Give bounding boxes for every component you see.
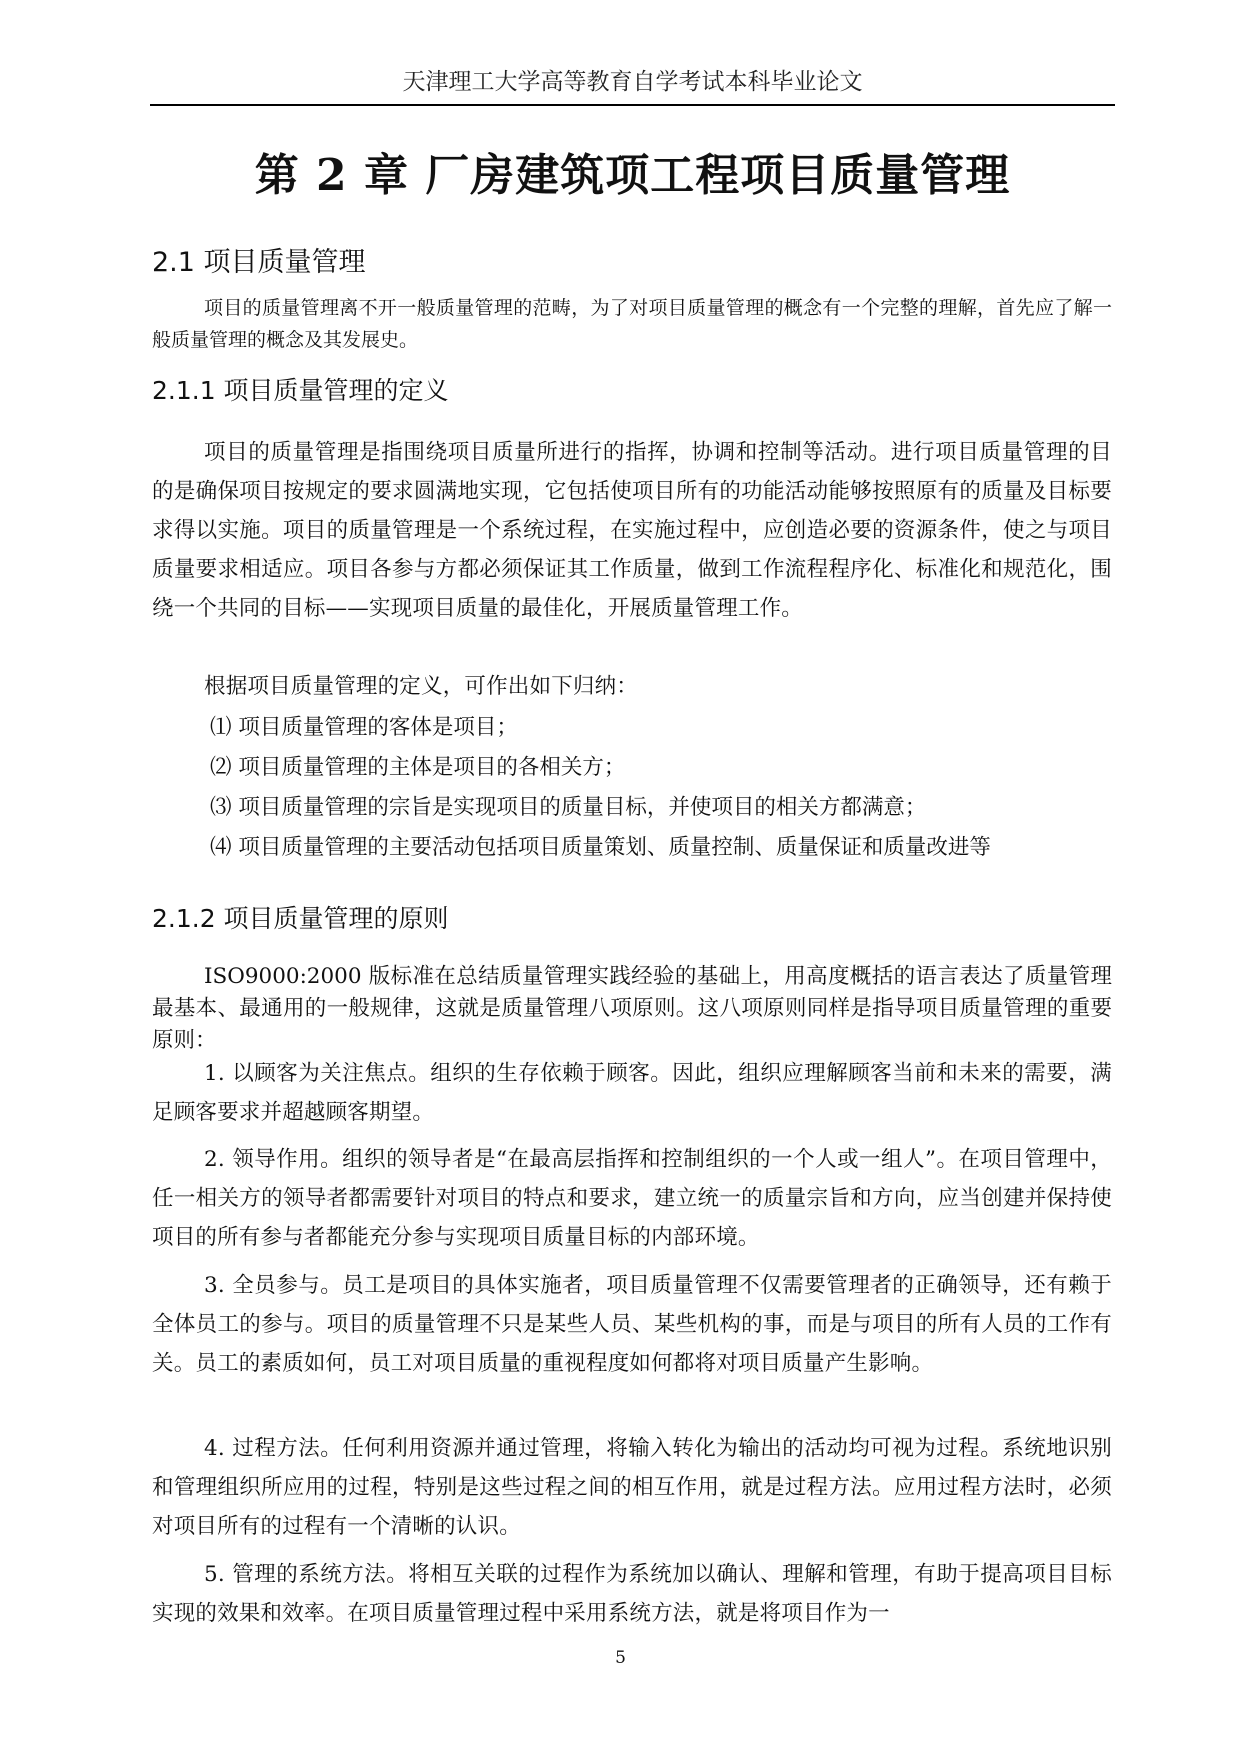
section-heading-2-1: 2.1 项目质量管理 <box>152 247 366 278</box>
definition-paragraph: 项目的质量管理是指围绕项目质量所进行的指挥，协调和控制等活动。进行项目质量管理的目的是确保项目按规定的要求圆满地实现，它包括使项目所有的功能活动能够按照原有的质量及目标要求得以实施。项目的质量管理是一个系统过程，在实施过程中，应创造必要的资源条件，使之与项目质量要求相适应。项目各参与方都必须保证其工作质量，做到工作流程程序化、标准化和规范化，围绕一个共同的目标——实现项目质量的最佳化，开展质量管理工作。 <box>152 440 1112 621</box>
chapter-title: 第 2 章 厂房建筑项工程项目质量管理 <box>254 150 1011 201</box>
summary-item-4: ⑷ 项目质量管理的主要活动包括项目质量策划、质量控制、质量保证和质量改进等 <box>210 835 991 860</box>
section-heading-2-1-1: 2.1.1 项目质量管理的定义 <box>152 376 449 405</box>
header-rule <box>150 104 1115 106</box>
section-2-1-intro: 项目的质量管理离不开一般质量管理的范畴，为了对项目质量管理的概念有一个完整的理解，首先应了解一般质量管理的概念及其发展史。 <box>152 297 1112 351</box>
principle-3: 3. 全员参与。员工是项目的具体实施者，项目质量管理不仅需要管理者的正确领导，还有赖于全体员工的参与。项目的质量管理不只是某些人员、某些机构的事，而是与项目的所有人员的工作有关。员工的素质如何，员工对项目质量的重视程度如何都将对项目质量产生影响。 <box>152 1273 1112 1376</box>
principle-2: 2. 领导作用。组织的领导者是“在最高层指挥和控制组织的一个人或一组人”。在项目管理中，任一相关方的领导者都需要针对项目的特点和要求，建立统一的质量宗旨和方向，应当创建并保持使项目的所有参与者都能充分参与实现项目质量目标的内部环境。 <box>152 1147 1112 1250</box>
section-heading-2-1-2: 2.1.2 项目质量管理的原则 <box>152 904 449 933</box>
page-number: 5 <box>615 1648 626 1668</box>
principle-5: 5. 管理的系统方法。将相互关联的过程作为系统加以确认、理解和管理，有助于提高项目目标实现的效果和效率。在项目质量管理过程中采用系统方法，就是将项目作为一 <box>152 1562 1112 1626</box>
summary-item-3: ⑶ 项目质量管理的宗旨是实现项目的质量目标，并使项目的相关方都满意； <box>210 795 927 820</box>
principle-4: 4. 过程方法。任何利用资源并通过管理，将输入转化为输出的活动均可视为过程。系统地识别和管理组织所应用的过程，特别是这些过程之间的相互作用，就是过程方法。应用过程方法时，必须对项目所有的过程有一个清晰的认识。 <box>152 1436 1112 1539</box>
summary-item-1: ⑴ 项目质量管理的客体是项目； <box>210 715 518 740</box>
running-header: 天津理工大学高等教育自学考试本科毕业论文 <box>402 69 863 95</box>
summary-intro: 根据项目质量管理的定义，可作出如下归纳： <box>204 674 639 699</box>
principle-1: 1. 以顾客为关注焦点。组织的生存依赖于顾客。因此，组织应理解顾客当前和未来的需要，满足顾客要求并超越顾客期望。 <box>152 1061 1112 1125</box>
summary-item-2: ⑵ 项目质量管理的主体是项目的各相关方； <box>210 755 626 780</box>
principles-intro: ISO9000:2000 版标准在总结质量管理实践经验的基础上，用高度概括的语言表达了质量管理最基本、最通用的一般规律，这就是质量管理八项原则。这八项原则同样是指导项目质量管理的重要原则： <box>152 964 1112 1053</box>
